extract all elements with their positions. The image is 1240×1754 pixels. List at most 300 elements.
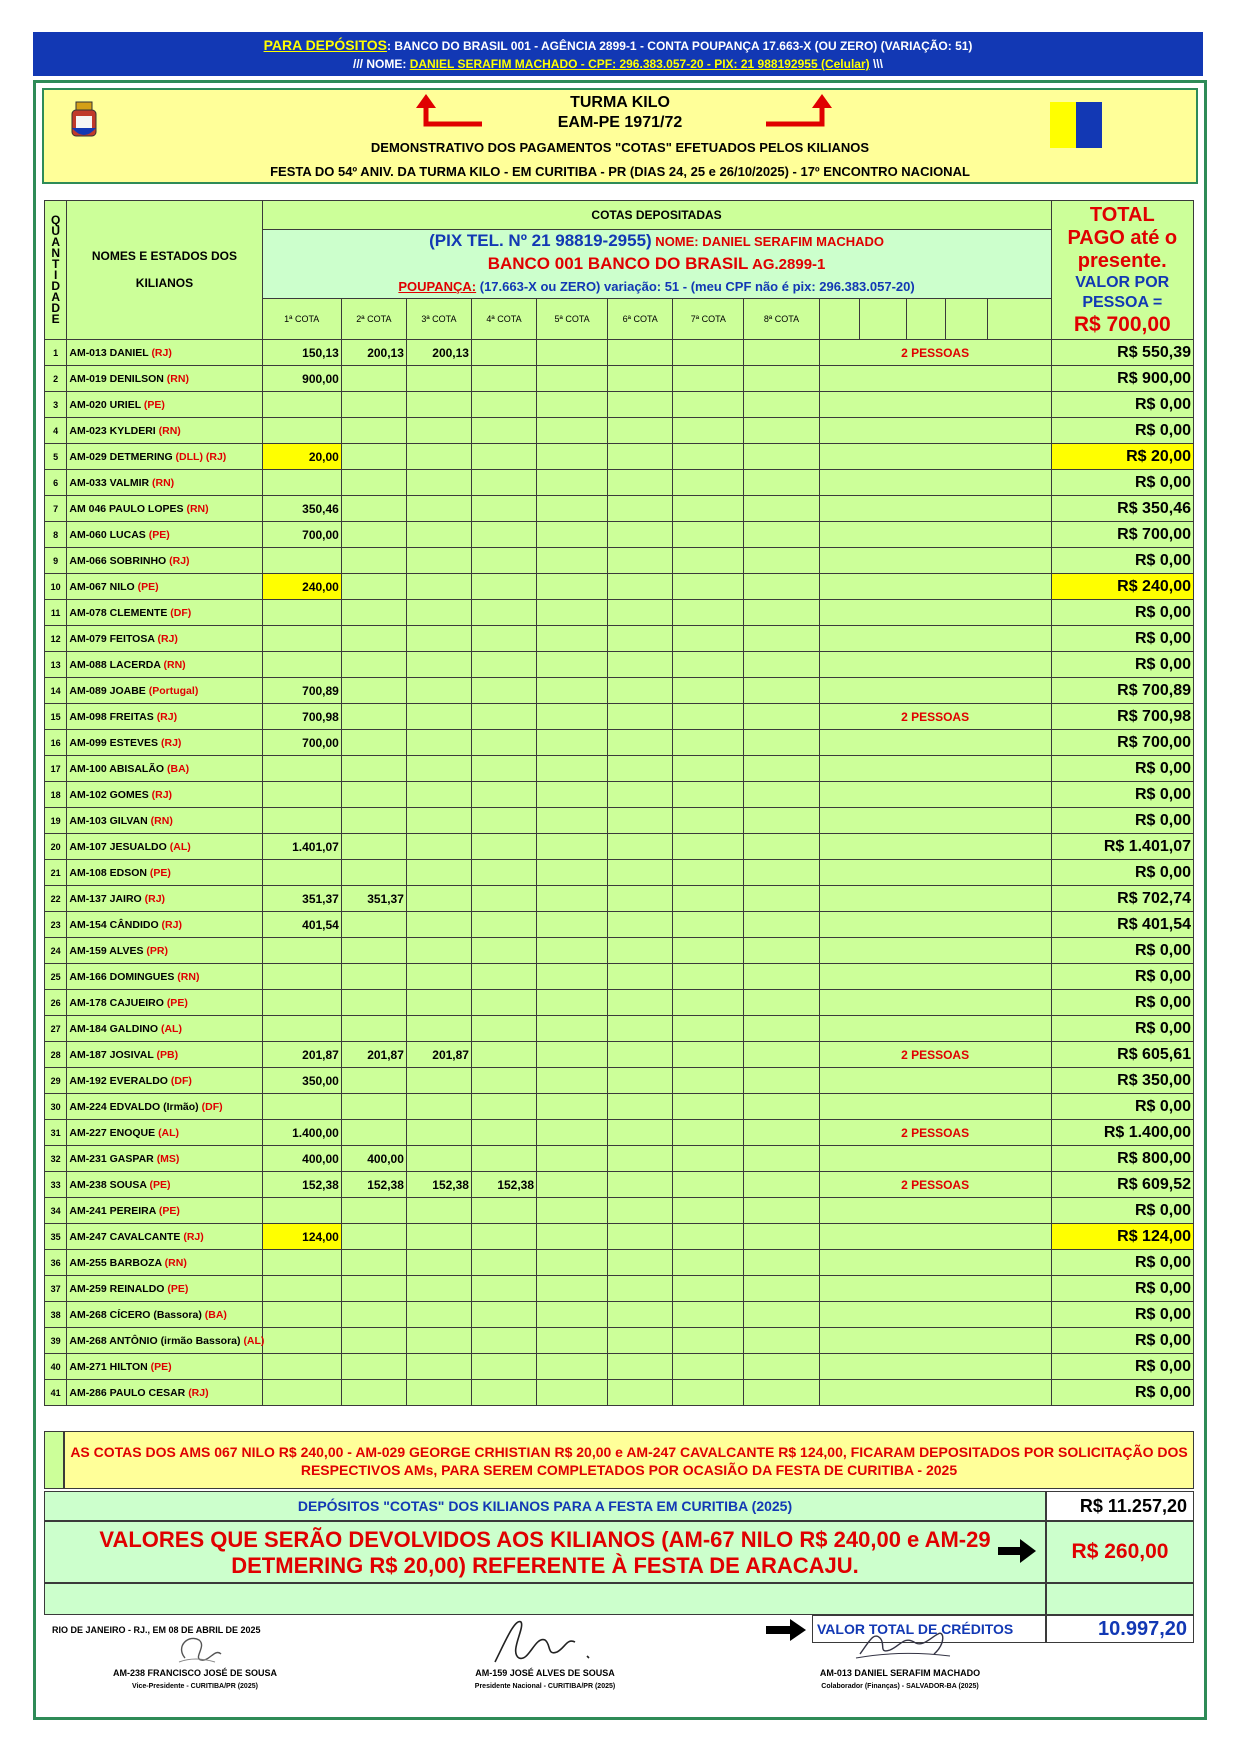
cota-value: 350,00 bbox=[262, 1068, 341, 1094]
member-name: AM-166 DOMINGUES bbox=[69, 970, 175, 983]
member-name: AM-099 ESTEVES bbox=[69, 736, 159, 749]
cota-empty bbox=[471, 470, 536, 496]
deposits-label: DEPÓSITOS "COTAS" DOS KILIANOS PARA A FESTA EM CURITIBA (2025) bbox=[44, 1491, 1046, 1521]
cota-empty bbox=[673, 392, 744, 418]
table-row bbox=[45, 1042, 1194, 1068]
cota-empty bbox=[744, 1094, 819, 1120]
cota-value: 201,87 bbox=[341, 1042, 406, 1068]
cota-value: 401,54 bbox=[262, 912, 341, 938]
row-note bbox=[819, 1380, 1051, 1406]
cota-empty bbox=[406, 834, 471, 860]
cota-empty bbox=[341, 1250, 406, 1276]
signature-2-name: AM-159 JOSÉ ALVES DE SOUSA bbox=[475, 1668, 615, 1678]
member-state: (DF) bbox=[201, 1100, 223, 1113]
cota-empty bbox=[744, 1198, 819, 1224]
cota-empty bbox=[471, 860, 536, 886]
cota-empty bbox=[471, 1354, 536, 1380]
row-note: 2 PESSOAS bbox=[819, 340, 1051, 366]
cota-empty bbox=[406, 626, 471, 652]
cota-empty bbox=[608, 1354, 673, 1380]
cota-empty bbox=[262, 1250, 341, 1276]
cota-empty bbox=[608, 1328, 673, 1354]
cota-empty bbox=[744, 496, 819, 522]
cota-empty bbox=[744, 366, 819, 392]
cota-empty bbox=[673, 1250, 744, 1276]
cota-empty bbox=[406, 678, 471, 704]
total-header bbox=[1051, 201, 1193, 340]
cota-empty bbox=[537, 782, 608, 808]
member-name: AM-227 ENOQUE bbox=[69, 1126, 156, 1139]
member-name: AM-029 DETMERING bbox=[69, 450, 173, 463]
event-line: FESTA DO 54º ANIV. DA TURMA KILO - EM CURITIBA - PR (DIAS 24, 25 e 26/10/2025) - 17º ENCONTRO NACIONAL bbox=[270, 164, 970, 179]
cota-empty bbox=[673, 964, 744, 990]
cota-empty bbox=[608, 1198, 673, 1224]
cota-empty bbox=[673, 1094, 744, 1120]
row-number: 2 bbox=[45, 366, 67, 392]
cota-empty bbox=[471, 1302, 536, 1328]
cota-empty bbox=[341, 1016, 406, 1042]
cota-empty bbox=[608, 964, 673, 990]
cota-column-header: 6ª COTA bbox=[608, 299, 673, 340]
cota-empty bbox=[608, 1302, 673, 1328]
row-total: R$ 0,00 bbox=[1051, 1328, 1193, 1354]
cota-value: 201,87 bbox=[262, 1042, 341, 1068]
name-value: DANIEL SERAFIM MACHADO - CPF: 296.383.057-20 - PIX: 21 988192955 (Celular) bbox=[409, 57, 870, 71]
cota-empty bbox=[341, 626, 406, 652]
cota-value: 20,00 bbox=[262, 444, 341, 470]
cota-empty bbox=[471, 938, 536, 964]
member-name-cell bbox=[67, 938, 262, 964]
member-state: (BA) bbox=[204, 1308, 227, 1321]
row-number: 31 bbox=[45, 1120, 67, 1146]
row-total: R$ 1.401,07 bbox=[1051, 834, 1193, 860]
member-name: AM-098 FREITAS bbox=[69, 710, 154, 723]
member-name-cell bbox=[67, 1224, 262, 1250]
cota-empty bbox=[673, 652, 744, 678]
table-row bbox=[45, 392, 1194, 418]
cota-empty bbox=[744, 1172, 819, 1198]
cota-empty bbox=[406, 1146, 471, 1172]
cota-empty bbox=[471, 366, 536, 392]
cota-empty bbox=[537, 1302, 608, 1328]
table-row bbox=[45, 1276, 1194, 1302]
total-label: TOTAL bbox=[1089, 204, 1155, 226]
cota-empty bbox=[262, 808, 341, 834]
row-number: 33 bbox=[45, 1172, 67, 1198]
row-note bbox=[819, 1224, 1051, 1250]
row-number: 34 bbox=[45, 1198, 67, 1224]
cota-empty bbox=[471, 652, 536, 678]
cota-empty bbox=[744, 392, 819, 418]
table-row bbox=[45, 1146, 1194, 1172]
member-name: AM-067 NILO bbox=[69, 580, 135, 593]
cota-empty bbox=[471, 1120, 536, 1146]
cota-empty bbox=[608, 834, 673, 860]
table-row bbox=[45, 1172, 1194, 1198]
cota-empty bbox=[744, 1224, 819, 1250]
cota-empty bbox=[537, 1042, 608, 1068]
row-note: 2 PESSOAS bbox=[819, 1042, 1051, 1068]
cota-empty bbox=[608, 678, 673, 704]
member-state: (RJ) bbox=[151, 788, 173, 801]
cota-empty bbox=[608, 1276, 673, 1302]
cota-empty bbox=[406, 392, 471, 418]
cota-empty bbox=[537, 470, 608, 496]
member-name: AM-088 LACERDA bbox=[69, 658, 161, 671]
member-name: AM-019 DENILSON bbox=[69, 372, 164, 385]
pix-name: NOME: DANIEL SERAFIM MACHADO bbox=[651, 234, 884, 249]
cota-value: 700,98 bbox=[262, 704, 341, 730]
signature-2-icon bbox=[475, 1612, 615, 1666]
deposit-label: PARA DEPÓSITOS bbox=[263, 37, 387, 53]
member-name: AM-078 CLEMENTE bbox=[69, 606, 168, 619]
row-note bbox=[819, 366, 1051, 392]
row-number: 25 bbox=[45, 964, 67, 990]
cota-empty bbox=[406, 1354, 471, 1380]
cota-empty bbox=[471, 1146, 536, 1172]
cota-empty bbox=[744, 522, 819, 548]
member-name: AM-268 ANTÔNIO (irmão Bassora) bbox=[69, 1334, 241, 1347]
member-name-cell bbox=[67, 1068, 262, 1094]
row-total: R$ 702,74 bbox=[1051, 886, 1193, 912]
cota-empty bbox=[673, 886, 744, 912]
row-number: 37 bbox=[45, 1276, 67, 1302]
row-total: R$ 350,00 bbox=[1051, 1068, 1193, 1094]
cota-empty bbox=[744, 1354, 819, 1380]
member-name-cell bbox=[67, 444, 262, 470]
signature-1-role: Vice-Presidente - CURITIBA/PR (2025) bbox=[132, 1683, 258, 1690]
cota-value: 152,38 bbox=[262, 1172, 341, 1198]
cota-empty bbox=[406, 574, 471, 600]
cota-empty bbox=[341, 860, 406, 886]
empty-column-header bbox=[819, 299, 860, 340]
row-note bbox=[819, 470, 1051, 496]
row-number: 23 bbox=[45, 912, 67, 938]
cota-empty bbox=[406, 522, 471, 548]
table-row bbox=[45, 1198, 1194, 1224]
row-total: R$ 0,00 bbox=[1051, 1380, 1193, 1406]
cota-column-header: 1ª COTA bbox=[262, 299, 341, 340]
cota-empty bbox=[608, 1068, 673, 1094]
credits-value: 10.997,20 bbox=[1046, 1615, 1194, 1643]
title-eam: EAM-PE 1971/72 bbox=[557, 114, 683, 131]
row-total: R$ 0,00 bbox=[1051, 990, 1193, 1016]
cota-empty bbox=[406, 912, 471, 938]
member-name-cell bbox=[67, 418, 262, 444]
cota-empty bbox=[262, 600, 341, 626]
signature-2-role: Presidente Nacional - CURITIBA/PR (2025) bbox=[474, 1683, 616, 1690]
member-name: AM-079 FEITOSA bbox=[69, 632, 155, 645]
cota-empty bbox=[471, 808, 536, 834]
row-total: R$ 0,00 bbox=[1051, 808, 1193, 834]
row-note bbox=[819, 522, 1051, 548]
cota-empty bbox=[673, 860, 744, 886]
cota-empty bbox=[608, 1172, 673, 1198]
table-row bbox=[45, 756, 1194, 782]
cota-empty bbox=[341, 574, 406, 600]
member-name-cell bbox=[67, 522, 262, 548]
cota-empty bbox=[537, 1380, 608, 1406]
cota-empty bbox=[608, 1094, 673, 1120]
member-state: (RN) bbox=[150, 814, 173, 827]
row-number: 10 bbox=[45, 574, 67, 600]
member-state: (DLL) (RJ) bbox=[175, 450, 227, 463]
member-state: (PE) bbox=[149, 866, 171, 879]
cota-empty bbox=[673, 1068, 744, 1094]
member-name: AM-192 EVERALDO bbox=[69, 1074, 168, 1087]
member-name-cell bbox=[67, 860, 262, 886]
cota-empty bbox=[744, 340, 819, 366]
member-state: (Portugal) bbox=[148, 684, 199, 697]
member-state: (PE) bbox=[166, 996, 188, 1009]
cota-empty bbox=[471, 1380, 536, 1406]
row-total: R$ 900,00 bbox=[1051, 366, 1193, 392]
cota-empty bbox=[537, 1146, 608, 1172]
row-total: R$ 0,00 bbox=[1051, 600, 1193, 626]
member-name-cell bbox=[67, 574, 262, 600]
row-total: R$ 0,00 bbox=[1051, 418, 1193, 444]
cota-empty bbox=[341, 496, 406, 522]
cota-empty bbox=[537, 626, 608, 652]
cota-empty bbox=[471, 340, 536, 366]
table-row bbox=[45, 652, 1194, 678]
blank-row bbox=[44, 1583, 1046, 1615]
table-row bbox=[45, 1380, 1194, 1406]
member-state: (RJ) bbox=[161, 918, 182, 931]
cota-value: 200,13 bbox=[406, 340, 471, 366]
member-state: (PE) bbox=[137, 580, 159, 593]
member-name: AM 046 PAULO LOPES bbox=[69, 502, 184, 515]
cota-empty bbox=[608, 938, 673, 964]
member-name: AM-100 ABISALÃO bbox=[69, 762, 165, 775]
row-total: R$ 0,00 bbox=[1051, 1016, 1193, 1042]
refund-value: R$ 260,00 bbox=[1046, 1521, 1194, 1583]
table-row bbox=[45, 886, 1194, 912]
cota-empty bbox=[537, 1276, 608, 1302]
table-row bbox=[45, 782, 1194, 808]
member-state: (DF) bbox=[170, 606, 192, 619]
table-row bbox=[45, 1328, 1194, 1354]
cota-empty bbox=[673, 990, 744, 1016]
cota-empty bbox=[262, 964, 341, 990]
title-turma: TURMA KILO bbox=[570, 94, 670, 111]
cota-empty bbox=[471, 1198, 536, 1224]
member-state: (RN) bbox=[166, 372, 189, 385]
member-name: AM-020 URIEL bbox=[69, 398, 141, 411]
cota-empty bbox=[673, 418, 744, 444]
cota-empty bbox=[537, 1094, 608, 1120]
member-name: AM-271 HILTON bbox=[69, 1360, 148, 1373]
cota-value: 700,00 bbox=[262, 730, 341, 756]
member-state: (RN) bbox=[158, 424, 181, 437]
row-number: 21 bbox=[45, 860, 67, 886]
cota-empty bbox=[537, 808, 608, 834]
cotas-title: COTAS DEPOSITADAS bbox=[262, 201, 1051, 230]
member-state: (BA) bbox=[167, 762, 190, 775]
table-row bbox=[45, 366, 1194, 392]
cota-column-header: 2ª COTA bbox=[341, 299, 406, 340]
row-number: 18 bbox=[45, 782, 67, 808]
cota-empty bbox=[673, 1146, 744, 1172]
member-name: AM-238 SOUSA bbox=[69, 1178, 147, 1191]
table-row bbox=[45, 1016, 1194, 1042]
cota-empty bbox=[673, 1302, 744, 1328]
refund-label: VALORES QUE SERÃO DEVOLVIDOS AOS KILIANOS (AM-67 NILO R$ 240,00 e AM-29 DETMERING R$ 20,00) REFERENTE À FESTA DE ARACAJU. bbox=[44, 1521, 1046, 1583]
cota-empty bbox=[744, 964, 819, 990]
cota-empty bbox=[537, 860, 608, 886]
row-number: 35 bbox=[45, 1224, 67, 1250]
row-number: 41 bbox=[45, 1380, 67, 1406]
row-number: 12 bbox=[45, 626, 67, 652]
member-name-cell bbox=[67, 1354, 262, 1380]
row-number: 39 bbox=[45, 1328, 67, 1354]
table-row bbox=[45, 860, 1194, 886]
cota-empty bbox=[673, 574, 744, 600]
member-name: AM-103 GILVAN bbox=[69, 814, 148, 827]
cota-empty bbox=[744, 990, 819, 1016]
empty-column-header bbox=[907, 299, 946, 340]
row-note bbox=[819, 964, 1051, 990]
cota-value: 700,89 bbox=[262, 678, 341, 704]
cota-empty bbox=[537, 522, 608, 548]
row-total: R$ 609,52 bbox=[1051, 1172, 1193, 1198]
row-total: R$ 700,89 bbox=[1051, 678, 1193, 704]
cota-empty bbox=[341, 704, 406, 730]
row-number: 5 bbox=[45, 444, 67, 470]
cota-empty bbox=[537, 600, 608, 626]
member-name-cell bbox=[67, 1328, 265, 1354]
cota-empty bbox=[341, 938, 406, 964]
cota-empty bbox=[262, 1354, 341, 1380]
cota-empty bbox=[744, 1016, 819, 1042]
value-per-person: R$ 700,00 bbox=[1073, 313, 1171, 336]
cota-column-header: 8ª COTA bbox=[744, 299, 819, 340]
member-name: AM-066 SOBRINHO bbox=[69, 554, 167, 567]
quantidade-header: Q U A N T I D A D E bbox=[45, 201, 67, 340]
member-state: (AL) bbox=[158, 1126, 180, 1139]
member-name: AM-184 GALDINO bbox=[69, 1022, 159, 1035]
row-note bbox=[819, 1068, 1051, 1094]
cota-empty bbox=[608, 418, 673, 444]
member-state: (PR) bbox=[146, 944, 168, 957]
cota-empty bbox=[744, 548, 819, 574]
row-number: 40 bbox=[45, 1354, 67, 1380]
cota-empty bbox=[744, 782, 819, 808]
member-name: AM-137 JAIRO bbox=[69, 892, 142, 905]
cota-empty bbox=[537, 392, 608, 418]
cota-empty bbox=[406, 470, 471, 496]
member-name: AM-102 GOMES bbox=[69, 788, 149, 801]
cota-empty bbox=[608, 1120, 673, 1146]
member-name: AM-286 PAULO CESAR bbox=[69, 1386, 186, 1399]
cota-empty bbox=[341, 600, 406, 626]
cota-empty bbox=[537, 912, 608, 938]
cota-empty bbox=[262, 1302, 341, 1328]
cota-empty bbox=[608, 444, 673, 470]
row-number: 3 bbox=[45, 392, 67, 418]
cota-empty bbox=[471, 522, 536, 548]
cota-empty bbox=[471, 600, 536, 626]
cota-empty bbox=[471, 1224, 536, 1250]
cota-empty bbox=[537, 340, 608, 366]
cota-empty bbox=[406, 444, 471, 470]
cota-empty bbox=[537, 678, 608, 704]
cota-value: 1.401,07 bbox=[262, 834, 341, 860]
cota-empty bbox=[406, 704, 471, 730]
table-row bbox=[45, 678, 1194, 704]
cota-empty bbox=[673, 1172, 744, 1198]
pix-info bbox=[262, 230, 1051, 299]
row-note bbox=[819, 1016, 1051, 1042]
row-number: 13 bbox=[45, 652, 67, 678]
row-total: R$ 0,00 bbox=[1051, 938, 1193, 964]
member-name-cell bbox=[67, 834, 262, 860]
table-row bbox=[45, 418, 1194, 444]
member-name-cell bbox=[67, 808, 262, 834]
row-number: 9 bbox=[45, 548, 67, 574]
row-note bbox=[819, 860, 1051, 886]
cota-empty bbox=[608, 1146, 673, 1172]
member-name-cell bbox=[67, 1250, 262, 1276]
member-state: (RJ) bbox=[169, 554, 190, 567]
row-note bbox=[819, 730, 1051, 756]
cota-empty bbox=[673, 1016, 744, 1042]
row-number: 20 bbox=[45, 834, 67, 860]
cota-value: 351,37 bbox=[262, 886, 341, 912]
cota-empty bbox=[341, 444, 406, 470]
row-number: 19 bbox=[45, 808, 67, 834]
cota-empty bbox=[406, 418, 471, 444]
member-state: (AL) bbox=[160, 1022, 182, 1035]
cota-empty bbox=[341, 392, 406, 418]
cota-empty bbox=[262, 1328, 341, 1354]
table-row bbox=[45, 470, 1194, 496]
cota-empty bbox=[673, 1120, 744, 1146]
table-row bbox=[45, 548, 1194, 574]
cota-value: 201,87 bbox=[406, 1042, 471, 1068]
cota-empty bbox=[262, 938, 341, 964]
cota-empty bbox=[537, 1120, 608, 1146]
cota-empty bbox=[341, 964, 406, 990]
table-row bbox=[45, 1224, 1194, 1250]
cota-empty bbox=[406, 964, 471, 990]
arrow-up-right-icon bbox=[760, 94, 836, 130]
row-note bbox=[819, 1354, 1051, 1380]
cota-empty bbox=[406, 1276, 471, 1302]
row-total: R$ 0,00 bbox=[1051, 1250, 1193, 1276]
row-note bbox=[819, 1302, 1051, 1328]
row-note: 2 PESSOAS bbox=[819, 704, 1051, 730]
table-row bbox=[45, 600, 1194, 626]
table-row bbox=[45, 704, 1194, 730]
table-row bbox=[45, 340, 1194, 366]
row-note bbox=[819, 678, 1051, 704]
member-name-cell bbox=[67, 548, 262, 574]
row-total: R$ 0,00 bbox=[1051, 860, 1193, 886]
cota-value: 124,00 bbox=[262, 1224, 341, 1250]
member-state: (PE) bbox=[143, 398, 165, 411]
member-name: AM-247 CAVALCANTE bbox=[69, 1230, 181, 1243]
row-note bbox=[819, 886, 1051, 912]
cota-empty bbox=[406, 938, 471, 964]
signature-1-icon bbox=[155, 1628, 235, 1666]
cota-empty bbox=[341, 1224, 406, 1250]
member-name-cell bbox=[67, 652, 262, 678]
cota-empty bbox=[471, 1094, 536, 1120]
cota-empty bbox=[471, 782, 536, 808]
cota-empty bbox=[744, 912, 819, 938]
cota-empty bbox=[471, 496, 536, 522]
